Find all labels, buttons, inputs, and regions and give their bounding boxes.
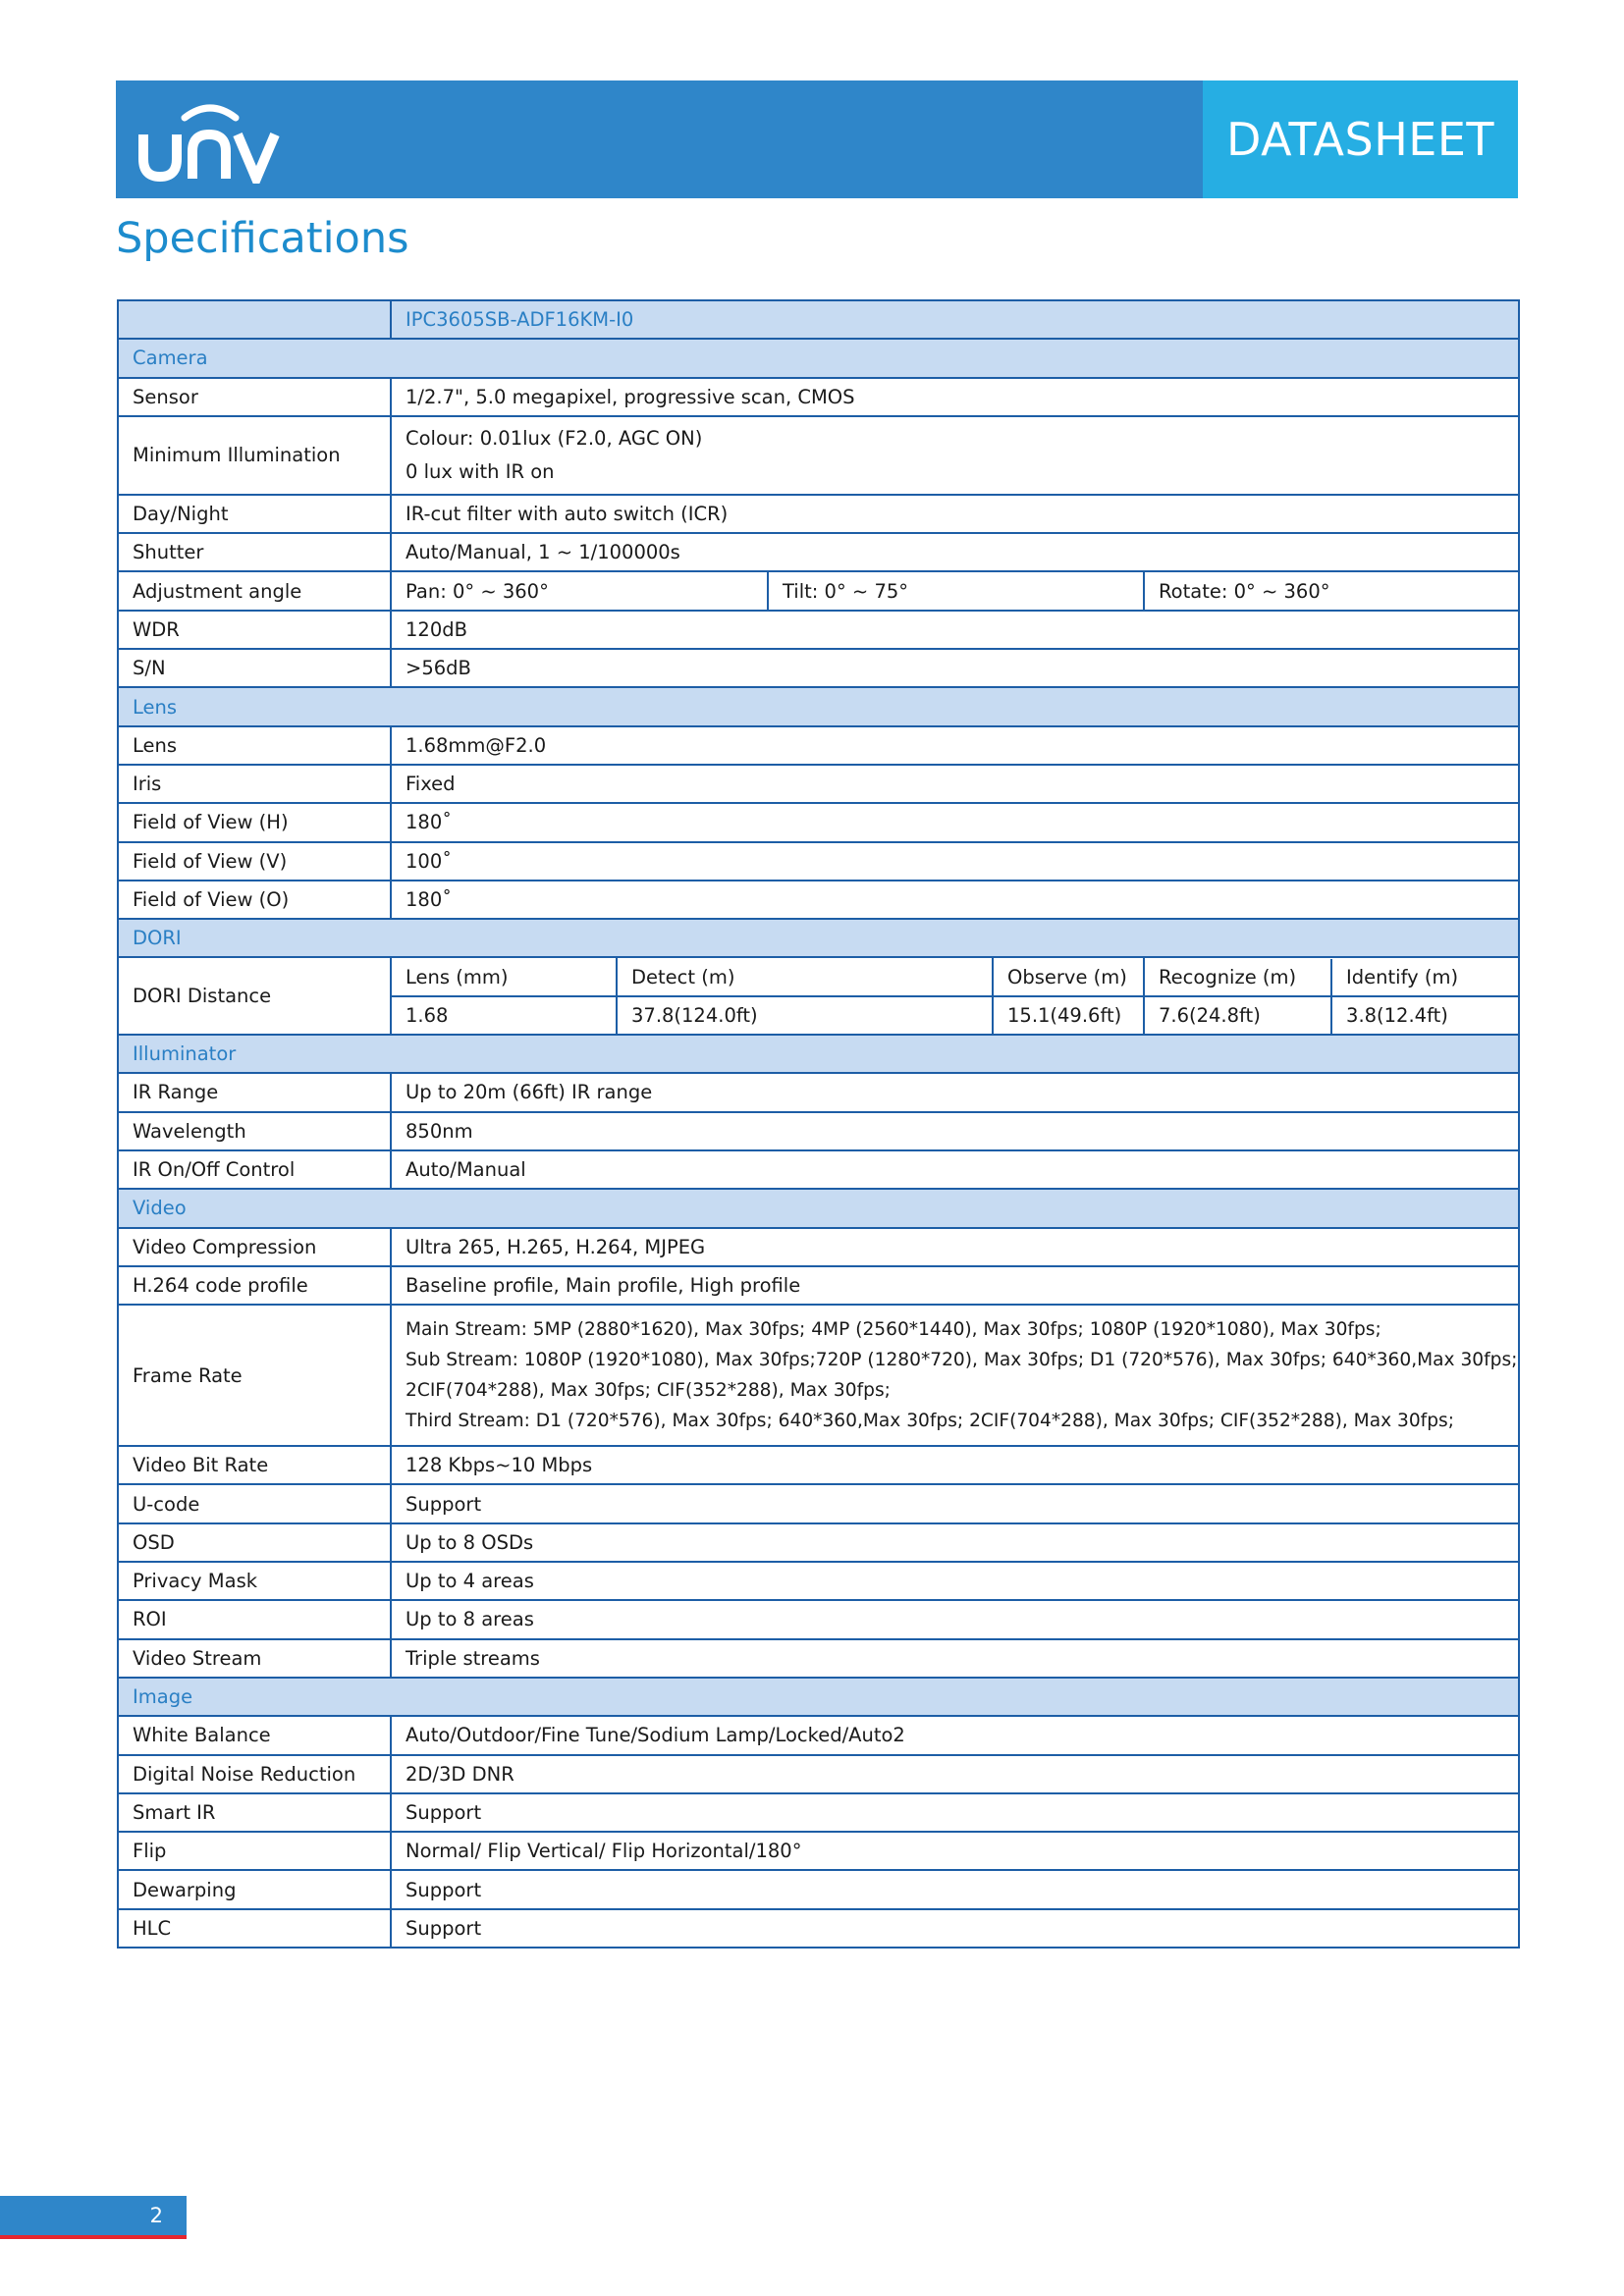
table-row	[118, 1832, 1519, 1870]
row-label: Iris	[118, 765, 391, 803]
row-value: Up to 20m (66ft) IR range	[391, 1073, 1519, 1111]
row-label: Video Bit Rate	[118, 1446, 391, 1484]
table-row	[118, 416, 1519, 495]
table-row	[118, 1112, 1519, 1150]
row-label: ROI	[118, 1600, 391, 1638]
row-label: OSD	[118, 1523, 391, 1562]
table-row	[118, 1073, 1519, 1111]
row-value: Auto/Outdoor/Fine Tune/Sodium Lamp/Locked/Auto2	[391, 1716, 1519, 1754]
section-image	[118, 1678, 1519, 1716]
table-row	[118, 803, 1519, 841]
row-value: Up to 8 areas	[391, 1600, 1519, 1638]
row-label: H.264 code profile	[118, 1266, 391, 1305]
table-row	[118, 1562, 1519, 1600]
value-line: Sub Stream: 1080P (1920*1080), Max 30fps;720P (1280*720), Max 30fps; D1 (720*576), Max 30fps; 640*360,Max 30fps;	[406, 1350, 1518, 1371]
table-row	[118, 1639, 1519, 1678]
tilt-value: Tilt: 0° ~ 75°	[768, 571, 1144, 610]
value-line: Colour: 0.01lux (F2.0, AGC ON)	[406, 426, 703, 450]
row-value: Support	[391, 1909, 1519, 1948]
value-line: 0 lux with IR on	[406, 459, 555, 483]
table-row	[118, 1600, 1519, 1638]
row-label: Video Compression	[118, 1228, 391, 1266]
table-row	[118, 1266, 1519, 1305]
page-title: Specifications	[116, 214, 409, 263]
model-name: IPC3605SB-ADF16KM-I0	[391, 300, 1519, 339]
row-value: 180˚	[391, 881, 1519, 919]
table-row	[118, 571, 1519, 610]
section-title: Illuminator	[118, 1035, 1519, 1073]
row-value: Auto/Manual, 1 ~ 1/100000s	[391, 533, 1519, 571]
row-value: >56dB	[391, 649, 1519, 687]
table-row	[118, 1909, 1519, 1948]
row-value: Normal/ Flip Vertical/ Flip Horizontal/180°	[391, 1832, 1519, 1870]
dori-value-pair	[1144, 996, 1519, 1035]
section-illuminator	[118, 1035, 1519, 1073]
table-row	[118, 495, 1519, 533]
row-value: Auto/Manual	[391, 1150, 1519, 1189]
row-label: Field of View (V)	[118, 842, 391, 881]
dori-header: Lens (mm)	[391, 957, 617, 995]
footer-accent-line	[0, 2235, 187, 2239]
section-title: Camera	[118, 339, 1519, 377]
dori-value: 15.1(49.6ft)	[993, 996, 1144, 1035]
table-row	[118, 1793, 1519, 1832]
row-label: WDR	[118, 611, 391, 649]
row-value: Support	[391, 1793, 1519, 1832]
pan-value: Pan: 0° ~ 360°	[391, 571, 768, 610]
row-value: Triple streams	[391, 1639, 1519, 1678]
row-value: Ultra 265, H.265, H.264, MJPEG	[391, 1228, 1519, 1266]
rotate-value: Rotate: 0° ~ 360°	[1144, 571, 1519, 610]
row-label: Dewarping	[118, 1870, 391, 1908]
row-value: Baseline profile, Main profile, High profile	[391, 1266, 1519, 1305]
row-label: Minimum Illumination	[118, 416, 391, 495]
row-value: 128 Kbps~10 Mbps	[391, 1446, 1519, 1484]
row-label: Smart IR	[118, 1793, 391, 1832]
row-value: Support	[391, 1484, 1519, 1522]
row-value: 180˚	[391, 803, 1519, 841]
section-title: Image	[118, 1678, 1519, 1716]
value-line: Third Stream: D1 (720*576), Max 30fps; 640*360,Max 30fps; 2CIF(704*288), Max 30fps; CIF(352*288), Max 30fps;	[406, 1411, 1454, 1432]
dori-header: Detect (m)	[617, 957, 993, 995]
table-row	[118, 611, 1519, 649]
dori-header: Recognize (m)	[1145, 959, 1331, 995]
section-lens	[118, 687, 1519, 725]
table-row	[118, 1870, 1519, 1908]
row-label: Wavelength	[118, 1112, 391, 1150]
row-value: IR-cut filter with auto switch (ICR)	[391, 495, 1519, 533]
row-label: Field of View (H)	[118, 803, 391, 841]
row-value: 850nm	[391, 1112, 1519, 1150]
table-row	[118, 957, 1519, 995]
table-row	[118, 1446, 1519, 1484]
row-value	[391, 416, 1519, 495]
section-dori	[118, 919, 1519, 957]
row-label: Flip	[118, 1832, 391, 1870]
row-label: IR Range	[118, 1073, 391, 1111]
model-row	[118, 300, 1519, 339]
datasheet-label: DATASHEET	[1203, 80, 1518, 198]
row-value: Fixed	[391, 765, 1519, 803]
table-row	[118, 1716, 1519, 1754]
table-row	[118, 378, 1519, 416]
row-label: Frame Rate	[118, 1305, 391, 1446]
dori-value: 7.6(24.8ft)	[1145, 997, 1331, 1034]
header-banner	[116, 80, 1518, 198]
value-line: Main Stream: 5MP (2880*1620), Max 30fps; 4MP (2560*1440), Max 30fps; 1080P (1920*1080), Max 30fps;	[406, 1319, 1381, 1341]
table-row	[118, 1484, 1519, 1522]
dori-sub-table	[1145, 959, 1518, 995]
section-title: Lens	[118, 687, 1519, 725]
row-label: Shutter	[118, 533, 391, 571]
row-label: U-code	[118, 1484, 391, 1522]
row-label: IR On/Off Control	[118, 1150, 391, 1189]
row-label: Sensor	[118, 378, 391, 416]
table-row	[118, 1523, 1519, 1562]
specifications-table	[117, 299, 1520, 1949]
row-label: Adjustment angle	[118, 571, 391, 610]
page-number: 2	[0, 2196, 187, 2235]
table-row	[118, 1755, 1519, 1793]
row-value: 100˚	[391, 842, 1519, 881]
table-row	[118, 881, 1519, 919]
model-label-cell	[118, 300, 391, 339]
table-row	[118, 842, 1519, 881]
row-label: White Balance	[118, 1716, 391, 1754]
section-camera	[118, 339, 1519, 377]
section-video	[118, 1189, 1519, 1227]
row-value: 1/2.7", 5.0 megapixel, progressive scan, CMOS	[391, 378, 1519, 416]
row-value: Up to 8 OSDs	[391, 1523, 1519, 1562]
row-value: Support	[391, 1870, 1519, 1908]
row-label: HLC	[118, 1909, 391, 1948]
row-label: Video Stream	[118, 1639, 391, 1678]
row-value: 120dB	[391, 611, 1519, 649]
row-label: Privacy Mask	[118, 1562, 391, 1600]
row-label: DORI Distance	[118, 957, 391, 1035]
table-row	[118, 533, 1519, 571]
table-row	[118, 649, 1519, 687]
row-label: Day/Night	[118, 495, 391, 533]
table-row	[118, 1305, 1519, 1446]
row-label: Lens	[118, 726, 391, 765]
unv-logo-icon	[137, 90, 295, 184]
section-title: DORI	[118, 919, 1519, 957]
table-row	[118, 1228, 1519, 1266]
dori-sub-table	[1145, 997, 1518, 1034]
row-value: 1.68mm@F2.0	[391, 726, 1519, 765]
row-value: Up to 4 areas	[391, 1562, 1519, 1600]
row-value	[391, 1305, 1519, 1446]
dori-header: Observe (m)	[993, 957, 1144, 995]
dori-value: 37.8(124.0ft)	[617, 996, 993, 1035]
row-label: Field of View (O)	[118, 881, 391, 919]
value-line: 2CIF(704*288), Max 30fps; CIF(352*288), Max 30fps;	[406, 1380, 891, 1402]
section-title: Video	[118, 1189, 1519, 1227]
dori-value: 3.8(12.4ft)	[1346, 1003, 1448, 1027]
row-value: 2D/3D DNR	[391, 1755, 1519, 1793]
table-row	[118, 765, 1519, 803]
row-label: Digital Noise Reduction	[118, 1755, 391, 1793]
dori-header: Identify (m)	[1346, 965, 1459, 988]
row-label: S/N	[118, 649, 391, 687]
table-row	[118, 726, 1519, 765]
table-row	[118, 1150, 1519, 1189]
dori-header-pair	[1144, 957, 1519, 995]
dori-value: 1.68	[391, 996, 617, 1035]
